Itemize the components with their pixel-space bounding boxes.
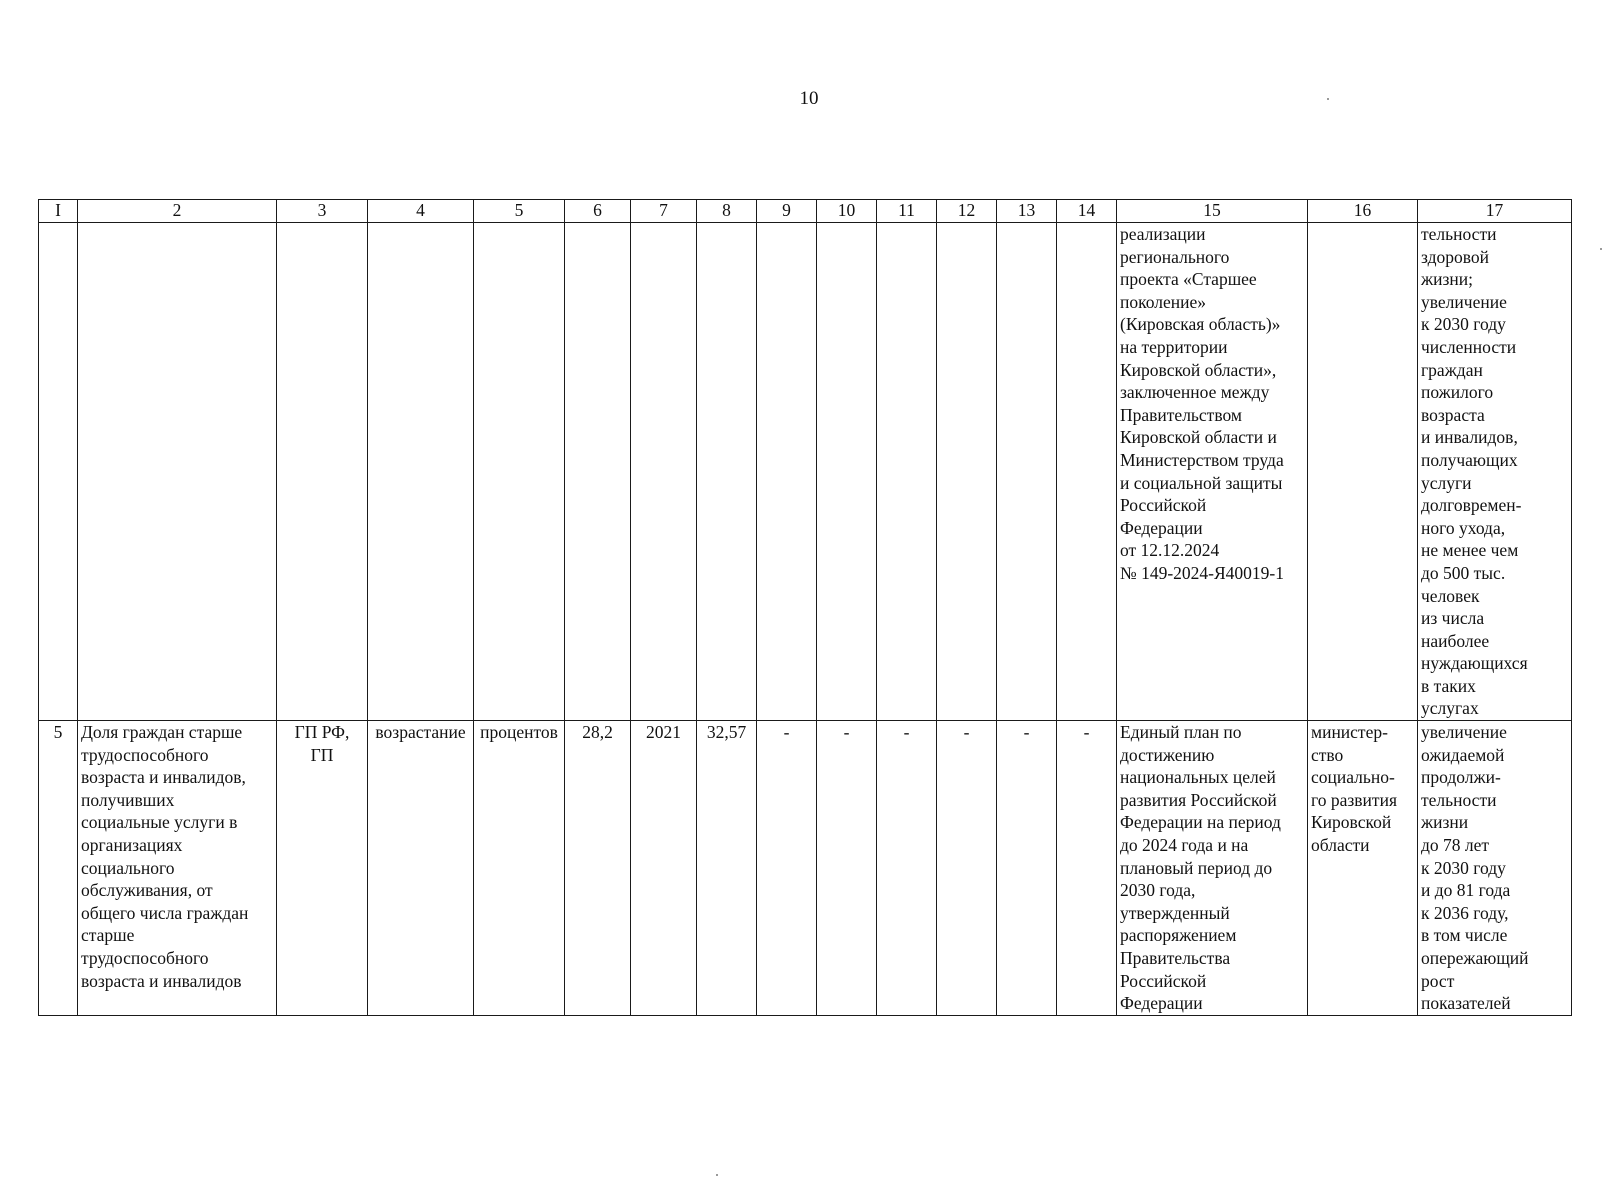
- column-header-16: 16: [1308, 200, 1418, 223]
- cell-value-14: [1057, 223, 1117, 721]
- cell-value-11: -: [877, 721, 937, 1016]
- cell-indicator-name: Доля граждан старше трудоспособного возраста и инвалидов, получивших социальные услуги в организациях социального обслуживания, от общего числа граждан старше трудоспособного возраста и инвалидов: [78, 721, 277, 1016]
- cell-value-9: -: [757, 721, 817, 1016]
- cell-unit: [474, 223, 565, 721]
- column-header-15: 15: [1117, 200, 1308, 223]
- scan-speck: [716, 1174, 718, 1176]
- cell-trend: [368, 223, 474, 721]
- cell-number: [39, 223, 78, 721]
- scan-speck: [1327, 98, 1329, 100]
- column-header-1: I: [39, 200, 78, 223]
- column-header-3: 3: [277, 200, 368, 223]
- cell-indicator-name: [78, 223, 277, 721]
- cell-unit: процентов: [474, 721, 565, 1016]
- column-header-9: 9: [757, 200, 817, 223]
- cell-national-goal: увеличение ожидаемой продолжи- тельности жизни до 78 лет к 2030 году и до 81 года к 2036 году, в том числе опережающий рост показателей: [1418, 721, 1572, 1016]
- table-row-continued: [39, 223, 1572, 721]
- cell-value-12: [937, 223, 997, 721]
- cell-value-10: [817, 223, 877, 721]
- cell-value-12: -: [937, 721, 997, 1016]
- cell-number: 5: [39, 721, 78, 1016]
- column-header-8: 8: [697, 200, 757, 223]
- column-header-14: 14: [1057, 200, 1117, 223]
- cell-value-14: -: [1057, 721, 1117, 1016]
- page-number: 10: [799, 88, 819, 109]
- cell-value-10: -: [817, 721, 877, 1016]
- column-header-11: 11: [877, 200, 937, 223]
- cell-level: [277, 223, 368, 721]
- column-header-12: 12: [937, 200, 997, 223]
- cell-national-goal: тельности здоровой жизни; увеличение к 2030 году численности граждан пожилого возраста и инвалидов, получающих услуги долговремен- ного ухода, не менее чем до 500 тыс. человек из числа наиболее нуждающихся в таких услугах: [1418, 223, 1572, 721]
- cell-document: реализации регионального проекта «Старшее поколение» (Кировская область)» на территории Кировской области», заключенное между Правительством Кировской области и Министерством труда и социальной защиты Российской Федерации от 12.12.2024 № 149-2024-Я40019-1: [1117, 223, 1308, 721]
- cell-trend: возрастание: [368, 721, 474, 1016]
- cell-value-13: -: [997, 721, 1057, 1016]
- column-header-17: 17: [1418, 200, 1572, 223]
- column-header-7: 7: [631, 200, 697, 223]
- cell-level: ГП РФ, ГП: [277, 721, 368, 1016]
- indicators-table: [38, 199, 1572, 1016]
- cell-document: Единый план по достижению национальных целей развития Российской Федерации на период до 2024 года и на плановый период до 2030 года, утвержденный распоряжением Правительства Российской Федерации: [1117, 721, 1308, 1016]
- column-number-row: [39, 200, 1572, 223]
- cell-value-8: [697, 223, 757, 721]
- cell-value-11: [877, 223, 937, 721]
- cell-base-value: 28,2: [565, 721, 631, 1016]
- column-header-2: 2: [78, 200, 277, 223]
- column-header-6: 6: [565, 200, 631, 223]
- scan-speck: [1600, 248, 1602, 250]
- cell-value-13: [997, 223, 1057, 721]
- cell-base-value: [565, 223, 631, 721]
- column-header-10: 10: [817, 200, 877, 223]
- table-row-5: [39, 721, 1572, 1016]
- cell-value-8: 32,57: [697, 721, 757, 1016]
- column-header-5: 5: [474, 200, 565, 223]
- cell-base-year: 2021: [631, 721, 697, 1016]
- column-header-4: 4: [368, 200, 474, 223]
- cell-responsible: [1308, 223, 1418, 721]
- cell-responsible: министер- ство социально- го развития Кировской области: [1308, 721, 1418, 1016]
- cell-base-year: [631, 223, 697, 721]
- column-header-13: 13: [997, 200, 1057, 223]
- cell-value-9: [757, 223, 817, 721]
